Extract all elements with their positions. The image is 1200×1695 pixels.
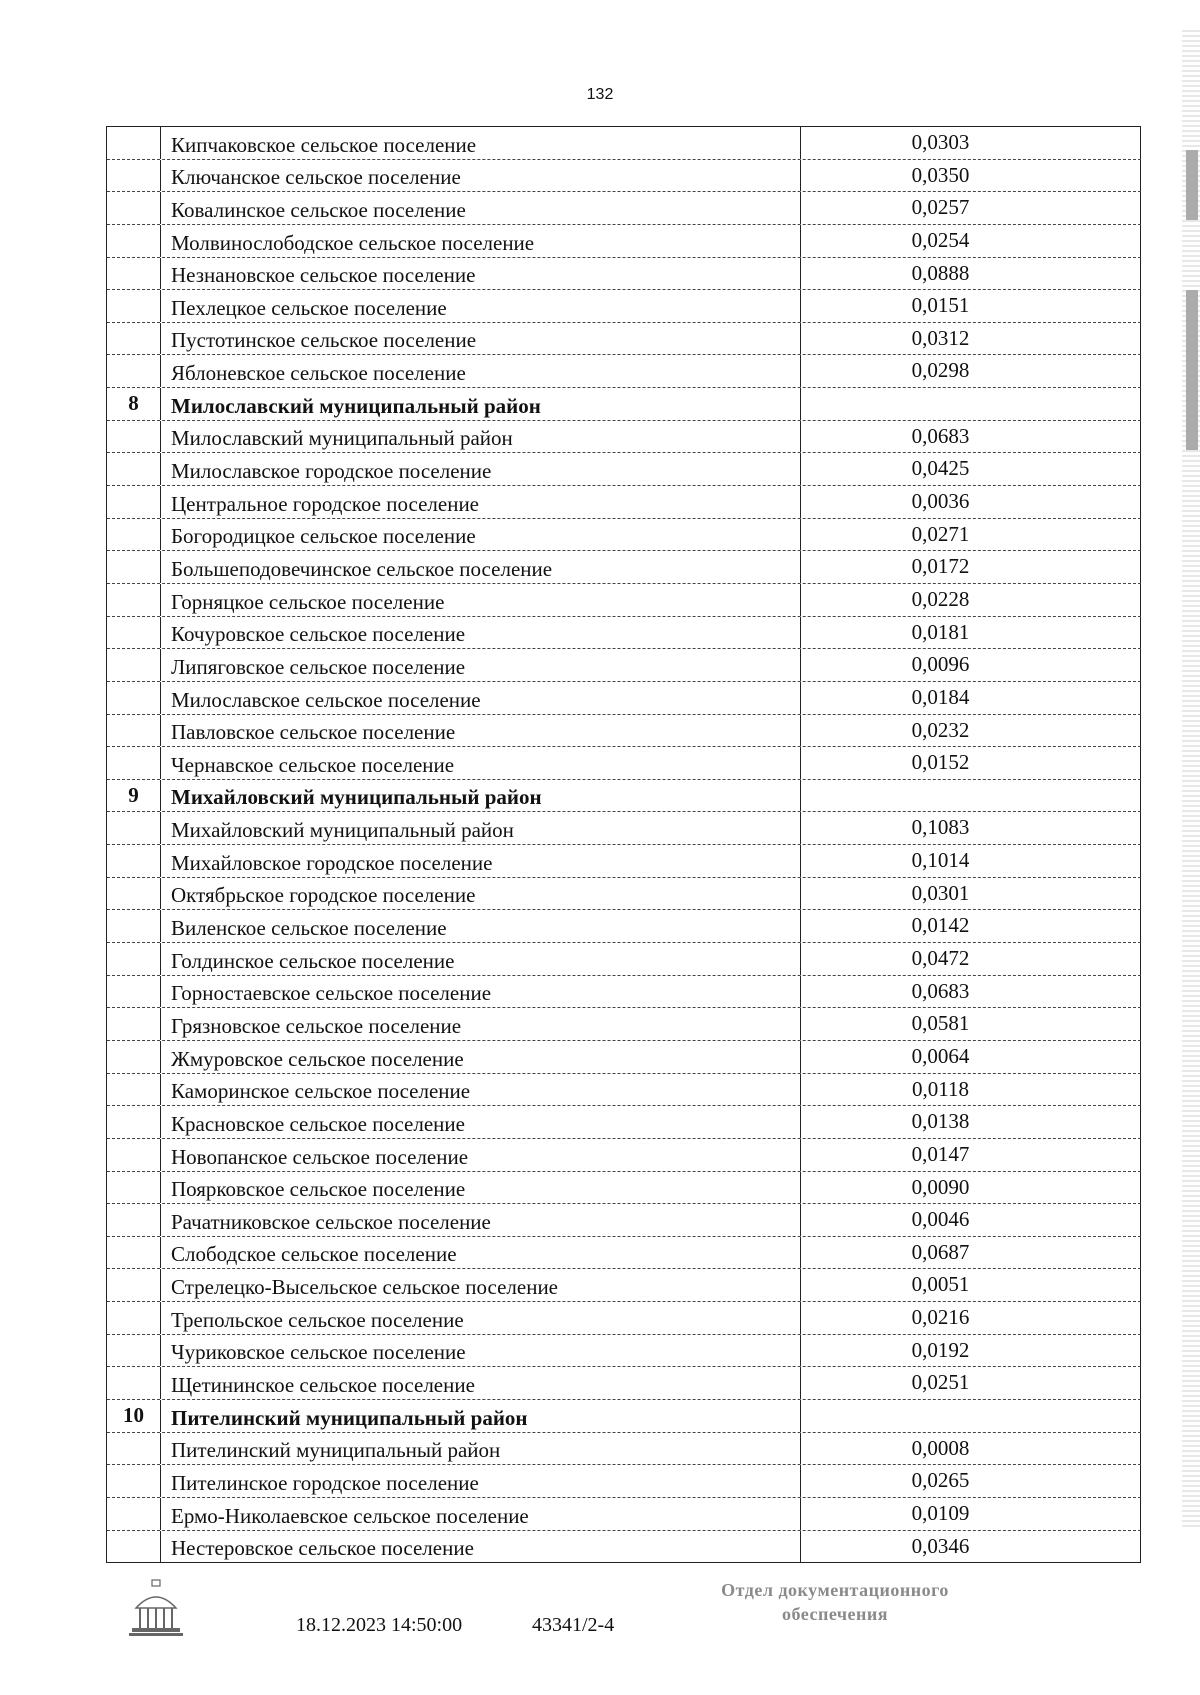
row-number-cell	[107, 1237, 161, 1269]
row-number-cell	[107, 486, 161, 518]
row-number-cell	[107, 1433, 161, 1465]
settlement-name-cell: Жмуровское сельское поселение	[161, 1041, 801, 1073]
settlement-name-cell: Милославский муниципальный район	[161, 388, 801, 420]
settlement-name-cell: Пителинское городское поселение	[161, 1465, 801, 1497]
settlement-name-cell: Щетининское сельское поселение	[161, 1367, 801, 1399]
row-number-cell	[107, 225, 161, 257]
row-number-cell	[107, 323, 161, 355]
coefficient-value-cell: 0,0118	[801, 1074, 1141, 1106]
coefficient-value-cell	[801, 1400, 1141, 1432]
district-row	[107, 388, 1141, 421]
coefficient-value-cell: 0,0581	[801, 1008, 1141, 1040]
table-row	[107, 1041, 1141, 1074]
settlements-table	[106, 126, 1141, 1563]
settlement-name-cell: Пителинский муниципальный район	[161, 1400, 801, 1432]
table-row	[107, 192, 1141, 225]
coefficient-value-cell: 0,0147	[801, 1139, 1141, 1171]
coefficient-value-cell: 0,0683	[801, 421, 1141, 453]
settlement-name-cell: Павловское сельское поселение	[161, 715, 801, 747]
row-number-cell	[107, 584, 161, 616]
coefficient-value-cell: 0,0271	[801, 519, 1141, 551]
settlement-name-cell: Ермо-Николаевское сельское поселение	[161, 1498, 801, 1530]
settlement-name-cell: Большеподовечинское сельское поселение	[161, 551, 801, 583]
settlement-name-cell: Рачатниковское сельское поселение	[161, 1204, 801, 1236]
table-row	[107, 682, 1141, 715]
coefficient-value-cell: 0,0172	[801, 551, 1141, 583]
coefficient-value-cell: 0,0008	[801, 1433, 1141, 1465]
row-number-cell	[107, 258, 161, 290]
coefficient-value-cell: 0,0138	[801, 1106, 1141, 1138]
settlement-name-cell: Яблоневское сельское поселение	[161, 355, 801, 387]
settlement-name-cell: Поярковское сельское поселение	[161, 1172, 801, 1204]
settlement-name-cell: Горняцкое сельское поселение	[161, 584, 801, 616]
settlement-name-cell: Октябрьское городское поселение	[161, 878, 801, 910]
settlement-name-cell: Пехлецкое сельское поселение	[161, 290, 801, 322]
settlement-name-cell: Чуриковское сельское поселение	[161, 1335, 801, 1367]
settlement-name-cell: Милославское городское поселение	[161, 453, 801, 485]
settlement-name-cell: Михайловское городское поселение	[161, 845, 801, 877]
settlement-name-cell: Каморинское сельское поселение	[161, 1074, 801, 1106]
row-number-cell	[107, 1204, 161, 1236]
row-number-cell	[107, 845, 161, 877]
settlement-name-cell: Михайловский муниципальный район	[161, 780, 801, 812]
table-row	[107, 1531, 1141, 1564]
row-number-cell	[107, 192, 161, 224]
table-row	[107, 1172, 1141, 1205]
table-row	[107, 225, 1141, 258]
table-row	[107, 910, 1141, 943]
row-number-cell	[107, 1498, 161, 1530]
row-number-cell	[107, 682, 161, 714]
row-number-cell	[107, 1269, 161, 1301]
coefficient-value-cell: 0,0109	[801, 1498, 1141, 1530]
row-number-cell	[107, 453, 161, 485]
row-number-cell	[107, 1106, 161, 1138]
row-number-cell	[107, 617, 161, 649]
settlement-name-cell: Новопанское сельское поселение	[161, 1139, 801, 1171]
settlement-name-cell: Кочуровское сельское поселение	[161, 617, 801, 649]
table-row	[107, 878, 1141, 911]
stamp-line-1: Отдел документационного	[721, 1580, 949, 1600]
settlement-name-cell: Голдинское сельское поселение	[161, 943, 801, 975]
row-number-cell	[107, 1008, 161, 1040]
row-number-cell	[107, 355, 161, 387]
coefficient-value-cell: 0,0036	[801, 486, 1141, 518]
coefficient-value-cell: 0,0151	[801, 290, 1141, 322]
table-row	[107, 1335, 1141, 1368]
table-row	[107, 290, 1141, 323]
coefficient-value-cell: 0,0303	[801, 127, 1141, 159]
row-number-cell	[107, 649, 161, 681]
settlement-name-cell: Красновское сельское поселение	[161, 1106, 801, 1138]
row-number-cell	[107, 551, 161, 583]
table-row	[107, 747, 1141, 780]
coefficient-value-cell: 0,0254	[801, 225, 1141, 257]
coefficient-value-cell: 0,0298	[801, 355, 1141, 387]
scan-edge-noise	[1182, 30, 1200, 1530]
row-number-cell	[107, 812, 161, 844]
table-row	[107, 1433, 1141, 1466]
table-row	[107, 519, 1141, 552]
table-row	[107, 715, 1141, 748]
settlement-name-cell: Слободское сельское поселение	[161, 1237, 801, 1269]
row-number-cell	[107, 127, 161, 159]
settlement-name-cell: Богородицкое сельское поселение	[161, 519, 801, 551]
table-row	[107, 1465, 1141, 1498]
row-number-cell	[107, 910, 161, 942]
table-row	[107, 1204, 1141, 1237]
settlement-name-cell: Липяговское сельское поселение	[161, 649, 801, 681]
table-row	[107, 1074, 1141, 1107]
row-number-cell	[107, 1172, 161, 1204]
row-number-cell	[107, 160, 161, 192]
settlement-name-cell: Грязновское сельское поселение	[161, 1008, 801, 1040]
footer-datetime: 18.12.2023 14:50:00	[296, 1614, 463, 1636]
coefficient-value-cell: 0,0096	[801, 649, 1141, 681]
settlement-name-cell: Горностаевское сельское поселение	[161, 976, 801, 1008]
row-number-cell	[107, 1041, 161, 1073]
row-number-cell: 8	[107, 388, 161, 420]
coefficient-value-cell: 0,0090	[801, 1172, 1141, 1204]
table-row	[107, 453, 1141, 486]
table-row	[107, 1139, 1141, 1172]
settlement-name-cell: Милославский муниципальный район	[161, 421, 801, 453]
table-row	[107, 355, 1141, 388]
coefficient-value-cell: 0,0301	[801, 878, 1141, 910]
table-row	[107, 617, 1141, 650]
table-row	[107, 845, 1141, 878]
settlement-name-cell: Незнановское сельское поселение	[161, 258, 801, 290]
row-number-cell	[107, 747, 161, 779]
stamp-line-2: обеспечения	[782, 1604, 888, 1624]
coefficient-value-cell: 0,0228	[801, 584, 1141, 616]
coefficient-value-cell: 0,0181	[801, 617, 1141, 649]
table-row	[107, 486, 1141, 519]
row-number-cell	[107, 715, 161, 747]
footer-doc-code: 43341/2-4	[532, 1614, 615, 1636]
settlement-name-cell: Трепольское сельское поселение	[161, 1302, 801, 1334]
coefficient-value-cell: 0,0192	[801, 1335, 1141, 1367]
table-row	[107, 551, 1141, 584]
coefficient-value-cell: 0,1014	[801, 845, 1141, 877]
settlement-name-cell: Милославское сельское поселение	[161, 682, 801, 714]
row-number-cell	[107, 943, 161, 975]
row-number-cell	[107, 290, 161, 322]
table-row	[107, 1269, 1141, 1302]
table-row	[107, 812, 1141, 845]
row-number-cell	[107, 1367, 161, 1399]
settlement-name-cell: Чернавское сельское поселение	[161, 747, 801, 779]
coefficient-value-cell: 0,0346	[801, 1531, 1141, 1563]
settlement-name-cell: Пустотинское сельское поселение	[161, 323, 801, 355]
coefficient-value-cell: 0,0472	[801, 943, 1141, 975]
settlement-name-cell: Ключанское сельское поселение	[161, 160, 801, 192]
coefficient-value-cell: 0,0232	[801, 715, 1141, 747]
coefficient-value-cell: 0,0051	[801, 1269, 1141, 1301]
table-row	[107, 1008, 1141, 1041]
coefficient-value-cell: 0,0425	[801, 453, 1141, 485]
row-number-cell	[107, 976, 161, 1008]
row-number-cell	[107, 1302, 161, 1334]
coefficient-value-cell: 0,0251	[801, 1367, 1141, 1399]
settlement-name-cell: Ковалинское сельское поселение	[161, 192, 801, 224]
coefficient-value-cell: 0,0888	[801, 258, 1141, 290]
table-row	[107, 1106, 1141, 1139]
table-row	[107, 649, 1141, 682]
page-number: 132	[586, 86, 614, 103]
row-number-cell	[107, 1074, 161, 1106]
settlement-name-cell: Молвинослободское сельское поселение	[161, 225, 801, 257]
settlement-name-cell: Центральное городское поселение	[161, 486, 801, 518]
table-row	[107, 1237, 1141, 1270]
settlement-name-cell: Нестеровское сельское поселение	[161, 1531, 801, 1563]
settlement-name-cell: Кипчаковское сельское поселение	[161, 127, 801, 159]
row-number-cell: 10	[107, 1400, 161, 1432]
coefficient-value-cell: 0,0265	[801, 1465, 1141, 1497]
building-logo-icon	[128, 1578, 184, 1638]
table-row	[107, 127, 1141, 160]
table-row	[107, 584, 1141, 617]
department-stamp	[700, 1578, 970, 1626]
row-number-cell	[107, 1335, 161, 1367]
table-row	[107, 1302, 1141, 1335]
table-row	[107, 943, 1141, 976]
table-row	[107, 421, 1141, 454]
coefficient-value-cell: 0,0312	[801, 323, 1141, 355]
coefficient-value-cell: 0,0046	[801, 1204, 1141, 1236]
coefficient-value-cell: 0,0142	[801, 910, 1141, 942]
row-number-cell	[107, 519, 161, 551]
coefficient-value-cell	[801, 780, 1141, 812]
settlement-name-cell: Михайловский муниципальный район	[161, 812, 801, 844]
coefficient-value-cell: 0,0152	[801, 747, 1141, 779]
row-number-cell	[107, 878, 161, 910]
row-number-cell	[107, 421, 161, 453]
row-number-cell	[107, 1139, 161, 1171]
row-number-cell: 9	[107, 780, 161, 812]
table-row	[107, 1367, 1141, 1400]
table-row	[107, 160, 1141, 193]
coefficient-value-cell: 0,0257	[801, 192, 1141, 224]
coefficient-value-cell: 0,1083	[801, 812, 1141, 844]
coefficient-value-cell: 0,0216	[801, 1302, 1141, 1334]
row-number-cell	[107, 1465, 161, 1497]
table-row	[107, 323, 1141, 356]
coefficient-value-cell: 0,0064	[801, 1041, 1141, 1073]
settlement-name-cell: Пителинский муниципальный район	[161, 1433, 801, 1465]
settlement-name-cell: Виленское сельское поселение	[161, 910, 801, 942]
district-row	[107, 780, 1141, 813]
coefficient-value-cell: 0,0184	[801, 682, 1141, 714]
table-row	[107, 976, 1141, 1009]
coefficient-value-cell: 0,0683	[801, 976, 1141, 1008]
table-row	[107, 1498, 1141, 1531]
coefficient-value-cell: 0,0350	[801, 160, 1141, 192]
table-row	[107, 258, 1141, 291]
coefficient-value-cell: 0,0687	[801, 1237, 1141, 1269]
row-number-cell	[107, 1531, 161, 1563]
coefficient-value-cell	[801, 388, 1141, 420]
settlement-name-cell: Стрелецко-Высельское сельское поселение	[161, 1269, 801, 1301]
district-row	[107, 1400, 1141, 1433]
